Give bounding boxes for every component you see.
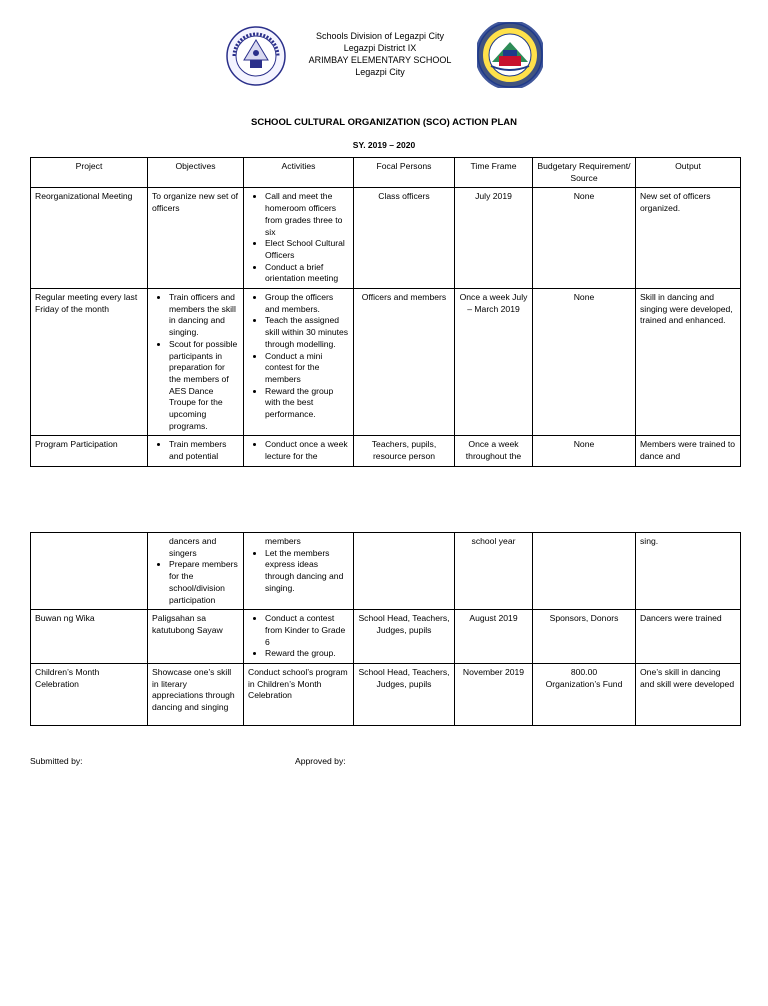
col-header-project: Project bbox=[31, 158, 148, 188]
cell-output: New set of officers organized. bbox=[636, 188, 741, 289]
district-line: Legazpi District IX bbox=[343, 43, 417, 53]
list-item: • Train officers and members the skill in dancing and singing. bbox=[169, 292, 239, 339]
cell-focal: Teachers, pupils, resource person bbox=[354, 436, 455, 466]
list-item: • Train members and potential bbox=[169, 439, 239, 462]
list-item: • Conduct a brief orientation meeting bbox=[265, 262, 349, 285]
list-item: • Reward the group. bbox=[265, 648, 349, 660]
approved-by-label: Approved by: bbox=[295, 756, 346, 766]
table-header-row bbox=[31, 158, 741, 188]
col-header-output: Output bbox=[636, 158, 741, 188]
list-item: • Let the members express ideas through dancing and singing. bbox=[265, 548, 349, 595]
cell-text: members bbox=[265, 536, 301, 546]
cell-activities bbox=[244, 289, 354, 436]
cell-project: Buwan ng Wika bbox=[31, 610, 148, 664]
cell-project: Children’s Month Celebration bbox=[31, 664, 148, 726]
list-item: • Group the officers and members. bbox=[265, 292, 349, 315]
list-item: • Reward the group with the best performance. bbox=[265, 386, 349, 421]
cell-focal: Officers and members bbox=[354, 289, 455, 436]
division-line: Schools Division of Legazpi City bbox=[315, 31, 445, 41]
list-item: • Conduct once a week lecture for the bbox=[265, 439, 349, 462]
cell-activities bbox=[244, 533, 354, 610]
cell-focal bbox=[354, 533, 455, 610]
cell-project bbox=[31, 533, 148, 610]
list-item: • Scout for possible participants in preparation for the members of AES Dance Troupe for the upcoming programs. bbox=[169, 339, 239, 433]
cell-time: school year bbox=[455, 533, 533, 610]
list-item: • Teach the assigned skill within 30 minutes through modelling. bbox=[265, 315, 349, 350]
list-item: • Elect School Cultural Officers bbox=[265, 238, 349, 261]
cell-text: dancers and singers bbox=[169, 536, 217, 558]
school-header-text bbox=[290, 30, 470, 78]
cell-time: Once a week throughout the bbox=[455, 436, 533, 466]
letterhead bbox=[0, 0, 768, 100]
table-row bbox=[31, 188, 741, 289]
cell-output: Dancers were trained bbox=[636, 610, 741, 664]
cell-output: One’s skill in dancing and skill were developed bbox=[636, 664, 741, 726]
list-item: • Conduct a contest from Kinder to Grade 6 bbox=[265, 613, 349, 648]
list-item: • Conduct a mini contest for the members bbox=[265, 351, 349, 386]
budget-amount: 800.00 bbox=[570, 667, 598, 678]
budget-source: Organization’s Fund bbox=[545, 678, 623, 689]
cell-time: Once a week July – March 2019 bbox=[455, 289, 533, 436]
cell-budget: None bbox=[533, 289, 636, 436]
action-plan-table-page2 bbox=[30, 532, 741, 726]
action-plan-table-page1 bbox=[30, 157, 741, 467]
cell-objectives: Showcase one’s skill in literary appreciations through dancing and singing bbox=[148, 664, 244, 726]
cell-budget bbox=[533, 533, 636, 610]
list-item: • Prepare members for the school/division participation bbox=[169, 559, 239, 606]
submitted-by-label: Submitted by: bbox=[30, 756, 83, 766]
school-seal-icon bbox=[477, 22, 543, 88]
cell-output: Skill in dancing and singing were developed, trained and enhanced. bbox=[636, 289, 741, 436]
col-header-time: Time Frame bbox=[455, 158, 533, 188]
deped-seal-icon bbox=[226, 26, 286, 86]
cell-activities bbox=[244, 610, 354, 664]
cell-objectives bbox=[148, 533, 244, 610]
cell-objectives: To organize new set of officers bbox=[148, 188, 244, 289]
cell-objectives: Paligsahan sa katutubong Sayaw bbox=[148, 610, 244, 664]
cell-budget: None bbox=[533, 436, 636, 466]
table-row bbox=[31, 610, 741, 664]
school-name-line: ARIMBAY ELEMENTARY SCHOOL bbox=[308, 55, 452, 65]
table-row bbox=[31, 664, 741, 726]
cell-output: Members were trained to dance and bbox=[636, 436, 741, 466]
cell-budget: None bbox=[533, 188, 636, 289]
col-header-focal: Focal Persons bbox=[354, 158, 455, 188]
list-item: • Call and meet the homeroom officers from grades three to six bbox=[265, 191, 349, 238]
cell-objectives bbox=[148, 289, 244, 436]
cell-output: sing. bbox=[636, 533, 741, 610]
cell-project: Reorganizational Meeting bbox=[31, 188, 148, 289]
cell-activities bbox=[244, 188, 354, 289]
cell-budget: Sponsors, Donors bbox=[533, 610, 636, 664]
cell-objectives bbox=[148, 436, 244, 466]
table-row bbox=[31, 533, 741, 610]
table-row bbox=[31, 436, 741, 466]
table-row bbox=[31, 289, 741, 436]
school-year: SY. 2019 – 2020 bbox=[352, 140, 416, 150]
cell-activities bbox=[244, 436, 354, 466]
cell-focal: School Head, Teachers, Judges, pupils bbox=[354, 610, 455, 664]
cell-budget bbox=[533, 664, 636, 726]
cell-project: Program Participation bbox=[31, 436, 148, 466]
col-header-budget: Budgetary Requirement/ Source bbox=[533, 158, 636, 188]
document-title: SCHOOL CULTURAL ORGANIZATION (SCO) ACTION PLAN bbox=[251, 117, 517, 128]
cell-time: July 2019 bbox=[455, 188, 533, 289]
col-header-objectives: Objectives bbox=[148, 158, 244, 188]
cell-activities: Conduct school’s program in Children’s Month Celebration bbox=[244, 664, 354, 726]
cell-time: November 2019 bbox=[455, 664, 533, 726]
cell-project: Regular meeting every last Friday of the month bbox=[31, 289, 148, 436]
city-line: Legazpi City bbox=[355, 67, 405, 77]
col-header-activities: Activities bbox=[244, 158, 354, 188]
cell-focal: School Head, Teachers, Judges, pupils bbox=[354, 664, 455, 726]
cell-focal: Class officers bbox=[354, 188, 455, 289]
cell-time: August 2019 bbox=[455, 610, 533, 664]
